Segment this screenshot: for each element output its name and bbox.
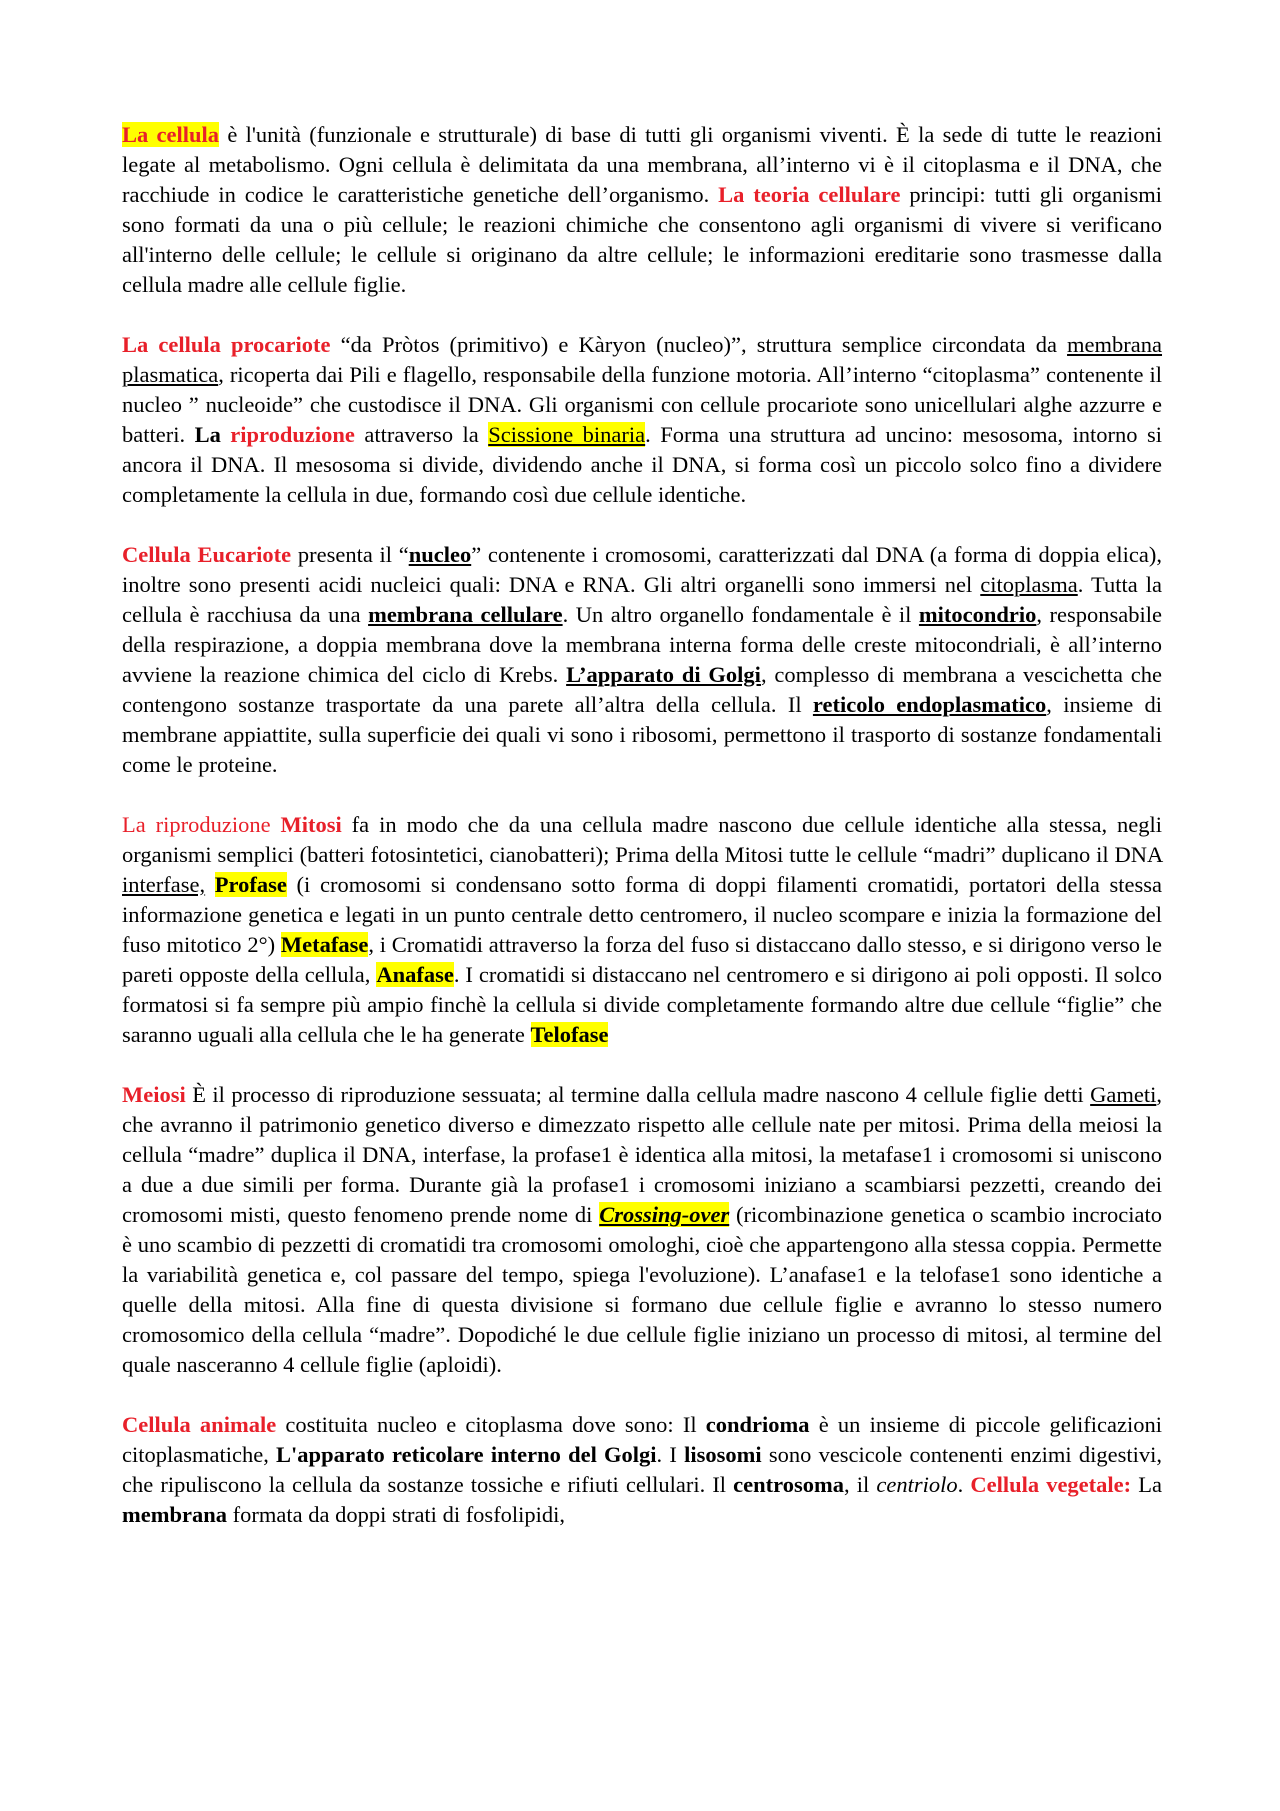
text: è un insieme di piccole gelificazioni citoplasmatiche, — [122, 1412, 1163, 1467]
text: (ricombinazione genetica o scambio incrociato è uno scambio di pezzetti di cromatidi tra cromosomi omologhi, cioè che appartengono alla stessa coppia. Permette la variabilità genetica e, col passare del tempo, spiega l'evoluzione). L’anafase1 e la telofase1 sono identiche a quelle della mitosi. Alla fine di questa divisione si formano due cellule figlie e avranno lo stesso numero cromosomico della cellula “madre”. Dopodiché le due cellule figlie iniziano un processo di mitosi, al termine del quale nasceranno 4 cellule figlie (aploidi). — [122, 1202, 1163, 1377]
text: “da Pròtos (primitivo) e Kàryon (nucleo)”, struttura semplice circondata da — [330, 332, 1068, 357]
paragraph-cellula-animale — [122, 1410, 1162, 1530]
text: fa in modo che da una cellula madre nascono due cellule identiche alla stessa, negli organismi semplici (batteri fotosintetici, cianobatteri); Prima della Mitosi tutte le cellule “madri” duplicano il DNA — [122, 812, 1162, 867]
term-mitosi: Mitosi — [280, 812, 342, 837]
text: (i cromosomi si condensano sotto forma di doppi filamenti cromatidi, portatori della stessa informazione genetica e legati in un punto centrale detto centromero, il nucleo scompare e inizia la formazione del fuso mitotico 2°) — [122, 872, 1163, 957]
text: . Tutta la cellula è racchiusa da una — [122, 572, 1162, 627]
term-nucleo: nucleo — [408, 542, 472, 567]
paragraph-cellula — [122, 120, 1162, 300]
text: È il processo di riproduzione sessuata; al termine dalla cellula madre nascono 4 cellule figlie detti — [185, 1082, 1091, 1107]
term-crossing-over: Crossing-over — [599, 1202, 730, 1227]
text: , ricoperta dai Pili e flagello, responsabile della funzione motoria. All’interno “citoplasma” contenente il nucleo ” nucleoide” che custodisce il DNA. Gli organismi con cellule procariote sono unicellulari alghe azzurre e batteri. — [122, 362, 1162, 447]
document-page — [122, 120, 1162, 1560]
text: è l'unità (funzionale e strutturale) di base di tutti gli organismi viventi. È la sede di tutte le reazioni legate al metabolismo. Ogni cellula è delimitata da una membrana, all’interno vi è il citoplasma e il DNA, che racchiude in codice le caratteristiche genetiche dell’organismo. — [122, 122, 1162, 207]
term-la-cellula: La cellula — [122, 122, 220, 147]
text: costituita nucleo e citoplasma dove sono: Il — [276, 1412, 706, 1437]
term-profase: Profase — [214, 872, 287, 897]
text: attraverso la — [354, 422, 489, 447]
term-metafase: Metafase — [280, 932, 369, 957]
term-centrosoma: centrosoma — [733, 1472, 844, 1497]
term-riproduzione: riproduzione — [230, 422, 355, 447]
paragraph-meiosi — [122, 1080, 1162, 1380]
text: . Forma una struttura ad uncino: mesosoma, intorno si ancora il DNA. Il mesosoma si divide, dividendo anche il DNA, si forma così un piccolo solco fino a dividere completamente la cellula in due, formando così due cellule identiche. — [122, 422, 1162, 507]
paragraph-eucariote — [122, 540, 1162, 780]
text: , il — [843, 1472, 877, 1497]
term-interfase: interfase, — [122, 872, 206, 897]
text: . I cromatidi si distaccano nel centromero e si dirigono ai poli opposti. Il solco formatosi si fa sempre più ampio finchè la cellula si divide completamente formando altre due cellule “figlie” che saranno uguali alla cellula che le ha generate — [122, 962, 1162, 1047]
term-apparato-golgi: L’apparato di Golgi — [566, 662, 761, 687]
term-citoplasma: citoplasma — [980, 572, 1078, 597]
paragraph-procariote — [122, 330, 1162, 510]
text: presenta il “ — [291, 542, 409, 567]
text: . — [957, 1472, 971, 1497]
term-centriolo: centriolo — [876, 1472, 958, 1497]
term-scissione-binaria: Scissione binaria — [488, 422, 646, 447]
term-cellula-vegetale: Cellula vegetale: — [970, 1472, 1132, 1497]
text: , complesso di membrana a vescichetta che contengono sostanze trasportate da una parete all’altra della cellula. Il — [122, 662, 1162, 717]
term-gameti: Gameti — [1090, 1082, 1157, 1107]
text: , responsabile della respirazione, a doppia membrana dove la membrana interna forma delle creste mitocondriali, è all’interno avviene la reazione chimica del ciclo di Krebs. — [122, 602, 1163, 687]
text: sono vescicole contenenti enzimi digestivi, che ripuliscono la cellula da sostanze tossiche e rifiuti cellulari. Il — [122, 1442, 1162, 1497]
term-membrana-cellulare: membrana cellulare — [368, 602, 563, 627]
text: principi: tutti gli organismi sono formati da una o più cellule; le reazioni chimiche che consentono agli organismi di vivere si verificano all'interno delle cellule; le cellule si originano da altre cellule; le informazioni ereditarie sono trasmesse dalla cellula madre alle cellule figlie. — [122, 182, 1162, 297]
term-mitocondrio: mitocondrio — [918, 602, 1037, 627]
text: ” contenente i cromosomi, caratterizzati dal DNA (a forma di doppia elica), inoltre sono presenti acidi nucleici quali: DNA e RNA. Gli altri organelli sono immersi nel — [122, 542, 1162, 597]
term-cellula-eucariote: Cellula Eucariote — [122, 542, 292, 567]
term-membrana: membrana — [122, 1502, 227, 1527]
term-apparato-reticolare: L'apparato reticolare interno del Golgi — [276, 1442, 657, 1467]
text — [205, 872, 215, 897]
term-cellula-procariote: La cellula procariote — [122, 332, 331, 357]
text: , che avranno il patrimonio genetico diverso e dimezzato rispetto alle cellule nate per mitosi. Prima della meiosi la cellula “madre” duplica il DNA, interfase, la profase1 è identica alla mitosi, la metafase1 i cromosomi si uniscono a due a due simili per forma. Durante già la profase1 i cromosomi iniziano a scambiarsi pezzetti, creando dei cromosomi misti, questo fenomeno prende nome di — [122, 1082, 1162, 1227]
text: La — [1131, 1472, 1163, 1497]
term-anafase: Anafase — [376, 962, 454, 987]
term-teoria-cellulare: La teoria cellulare — [718, 182, 901, 207]
text: , i Cromatidi attraverso la forza del fuso si distaccano dallo stesso, e si dirigono verso le pareti opposte della cellula, — [122, 932, 1162, 987]
term-lisosomi: lisosomi — [684, 1442, 762, 1467]
term-condrioma: condrioma — [705, 1412, 810, 1437]
text: . I — [656, 1442, 685, 1467]
term-la: La — [194, 422, 221, 447]
text: formata da doppi strati di fosfolipidi, — [227, 1502, 566, 1527]
paragraph-mitosi — [122, 810, 1162, 1050]
term-reticolo-endoplasmatico: reticolo endoplasmatico — [812, 692, 1047, 717]
term-meiosi: Meiosi — [122, 1082, 186, 1107]
term-la-riproduzione: La riproduzione — [122, 812, 281, 837]
term-membrana-plasmatica: membrana plasmatica — [122, 332, 1163, 387]
text: , insieme di membrane appiattite, sulla superficie dei quali vi sono i ribosomi, permettono il trasporto di sostanze fondamentali come le proteine. — [122, 692, 1163, 777]
text: . Un altro organello fondamentale è il — [562, 602, 919, 627]
term-cellula-animale: Cellula animale — [122, 1412, 277, 1437]
term-telofase: Telofase — [530, 1022, 609, 1047]
